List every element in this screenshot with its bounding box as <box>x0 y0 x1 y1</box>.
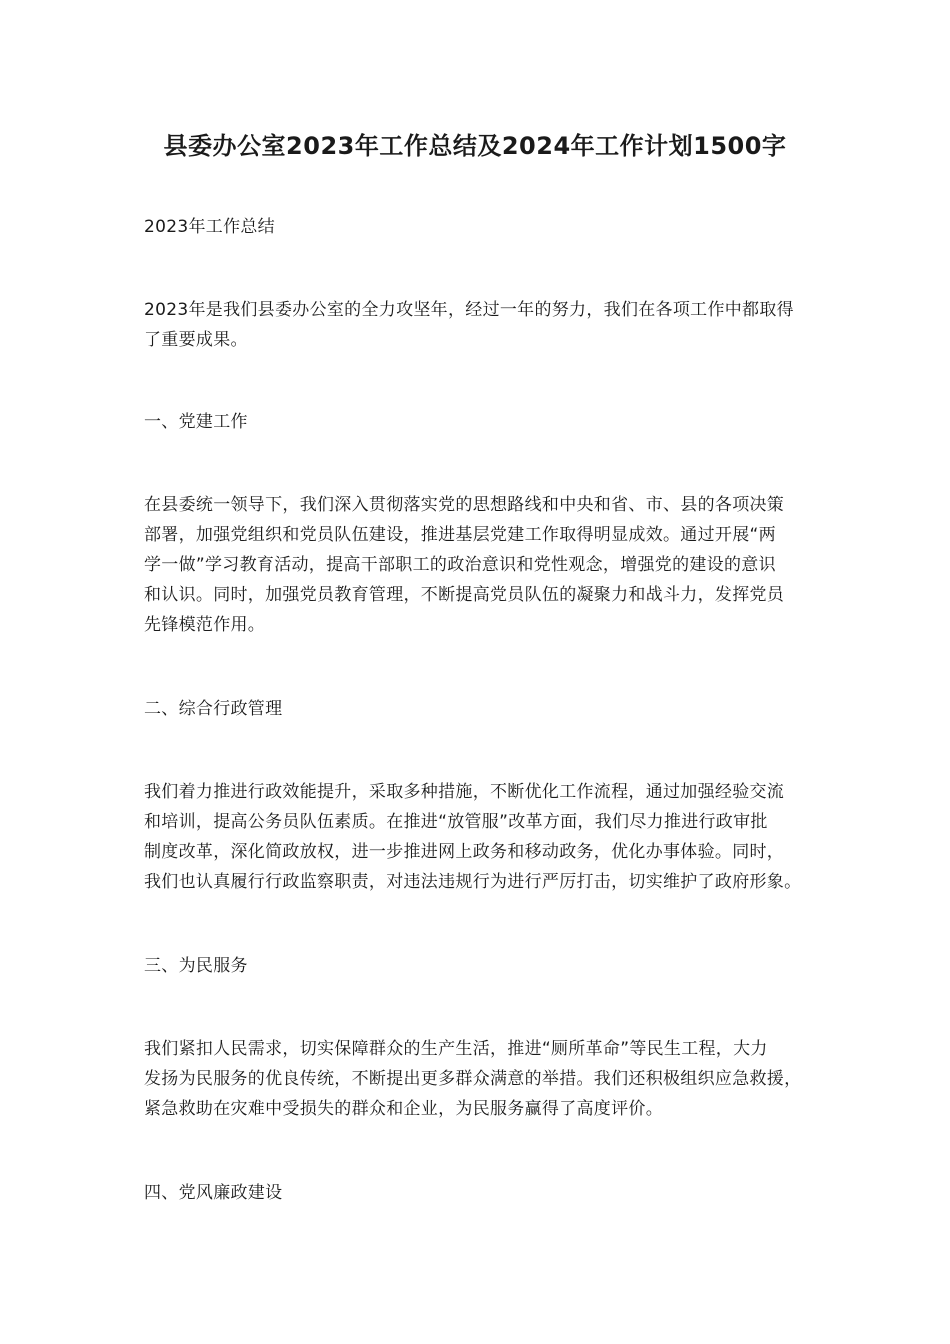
document-title: 县委办公室2023年工作总结及2024年工作计划1500字 <box>163 132 787 160</box>
paragraph-administration: 我们着力推进行政效能提升，采取多种措施，不断优化工作流程，通过加强经验交流 和培训，提高公务员队伍素质。在推进“放管服”改革方面，我们尽力推进行政审批 制度改革，深化简政放权，进一步推进网上政务和移动政务，优化办事体验。同时， 我们也认真履行行政监察职责，对违法违规行为进行严厉打击，切实维护了政府形象。 <box>144 782 802 892</box>
paragraph-party-building: 在县委统一领导下，我们深入贯彻落实党的思想路线和中央和省、市、县的各项决策 部署，加强党组织和党员队伍建设，推进基层党建工作取得明显成效。通过开展“两 学一做”学习教育活动，提高干部职工的政治意识和党性观念，增强党的建设的意识 和认识。同时，加强党员教育管理，不断提高党员队伍的凝聚力和战斗力，发挥党员 先锋模范作用。 <box>144 495 785 635</box>
section-heading-party-building: 一、党建工作 <box>144 412 248 432</box>
section-heading-integrity: 四、党风廉政建设 <box>144 1183 283 1203</box>
section-heading-public-service: 三、为民服务 <box>144 956 248 976</box>
section-heading-administration: 二、综合行政管理 <box>144 699 283 719</box>
section-heading-summary: 2023年工作总结 <box>144 217 275 237</box>
intro-paragraph: 2023年是我们县委办公室的全力攻坚年，经过一年的努力，我们在各项工作中都取得 了重要成果。 <box>144 300 794 350</box>
paragraph-public-service: 我们紧扣人民需求，切实保障群众的生产生活，推进“厕所革命”等民生工程，大力 发扬为民服务的优良传统，不断提出更多群众满意的举措。我们还积极组织应急救援， 紧急救助在灾难中受损失的群众和企业，为民服务赢得了高度评价。 <box>144 1039 802 1119</box>
